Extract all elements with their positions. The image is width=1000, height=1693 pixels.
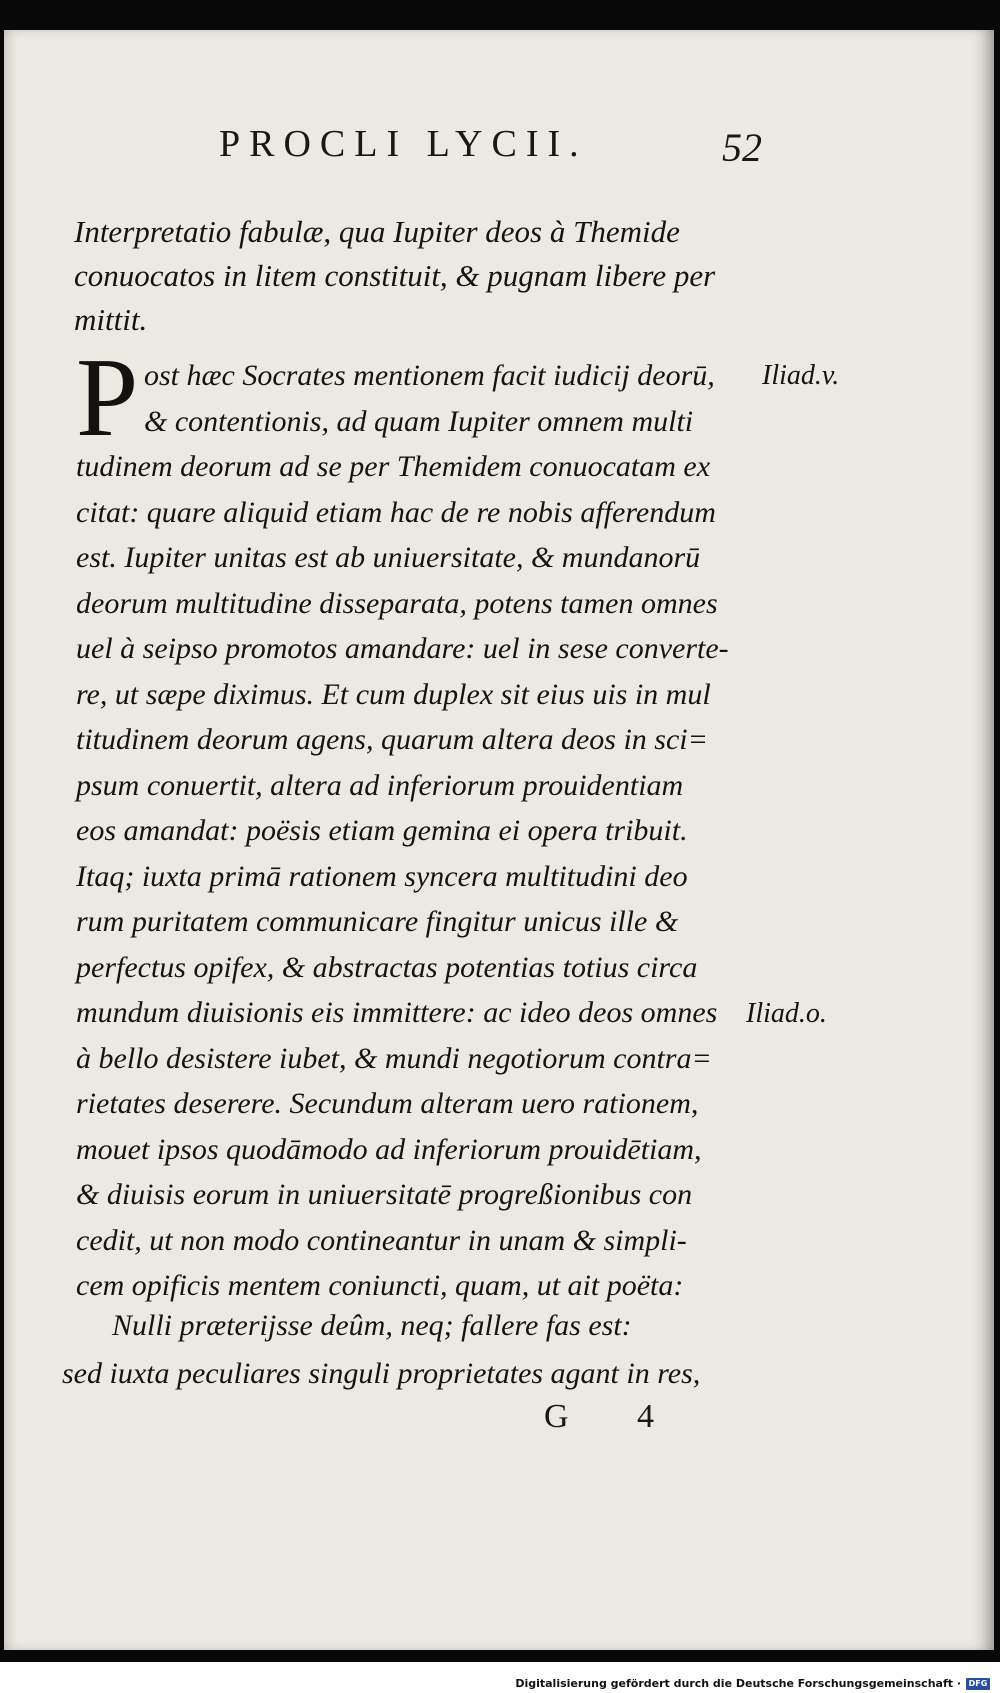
heading-line: mittit. [74,302,148,337]
text-line: est. Iupiter unitas est ab uniuersitate, & mundanorū [76,541,701,574]
text-line: rum puritatem communicare fingitur unicus ille & [76,905,679,938]
heading-line: conuocatos in litem constituit, & pugnam libere per [74,258,716,293]
text-line: cedit, ut non modo contineantur in unam & simpli- [76,1223,687,1257]
text-line: & contentionis, ad quam Iupiter omnem multi [144,404,694,438]
text-line: & diuisis eorum in uniuersitatē progreßionibus con [76,1178,693,1211]
signature-mark: G 4 [544,1398,685,1435]
text-line: à bello desistere iubet, & mundi negotiorum contra= [76,1041,712,1075]
drop-cap: P [76,336,139,460]
text-line: re, ut sæpe diximus. Et cum duplex sit eius uis in mul [76,677,711,711]
text-line: mundum diuisionis eis immittere: ac ideo deos omnes [76,996,718,1029]
margin-note: Iliad.v. [762,360,840,391]
margin-note: Iliad.o. [746,998,827,1029]
verse-line: sed iuxta peculiares singuli proprietates agant in res, [62,1357,701,1390]
text-line: eos amandat: poësis etiam gemina ei opera tribuit. [76,814,688,847]
body-paragraph [76,353,766,1309]
text-line: ost hæc Socrates mentionem facit iudicij deorū, [144,359,715,392]
heading-line: Interpretatio fabulæ, qua Iupiter deos à Themide [74,214,680,249]
text-line: tudinem deorum ad se per Themidem conuocatam ex [76,450,711,483]
credit-text: Digitalisierung gefördert durch die Deutsche Forschungsgemeinschaft · [515,1677,961,1690]
section-heading [74,210,764,342]
text-line: rietates deserere. Secundum alteram uero rationem, [76,1087,699,1120]
text-line: titudinem deorum agens, quarum altera deos in sci= [76,723,708,756]
text-line: cem opificis mentem coniuncti, quam, ut ait poëta: [76,1269,684,1302]
text-line: mouet ipsos quodāmodo ad inferiorum prouidētiam, [76,1132,702,1166]
dfg-logo-icon: DFG [966,1678,990,1690]
page-number: 52 [722,125,762,170]
text-line: perfectus opifex, & abstractas potentias totius circa [76,950,698,984]
running-head [4,122,994,182]
running-title: PROCLI LYCII. [219,123,588,165]
book-page [4,30,994,1650]
text-line: Itaq; iuxta primā rationem syncera multitudini deo [76,859,688,893]
text-line: uel à seipso promotos amandare: uel in sese converte- [76,632,729,665]
text-line: citat: quare aliquid etiam hac de re nobis afferendum [76,495,716,529]
text-line: psum conuertit, altera ad inferiorum prouidentiam [76,768,684,802]
digitization-credit [515,1677,990,1690]
text-line: deorum multitudine disseparata, potens tamen omnes [76,586,718,620]
verse-quotation [62,1302,782,1398]
verse-line: Nulli præterijsse deûm, neq; fallere fas est: [112,1309,632,1342]
